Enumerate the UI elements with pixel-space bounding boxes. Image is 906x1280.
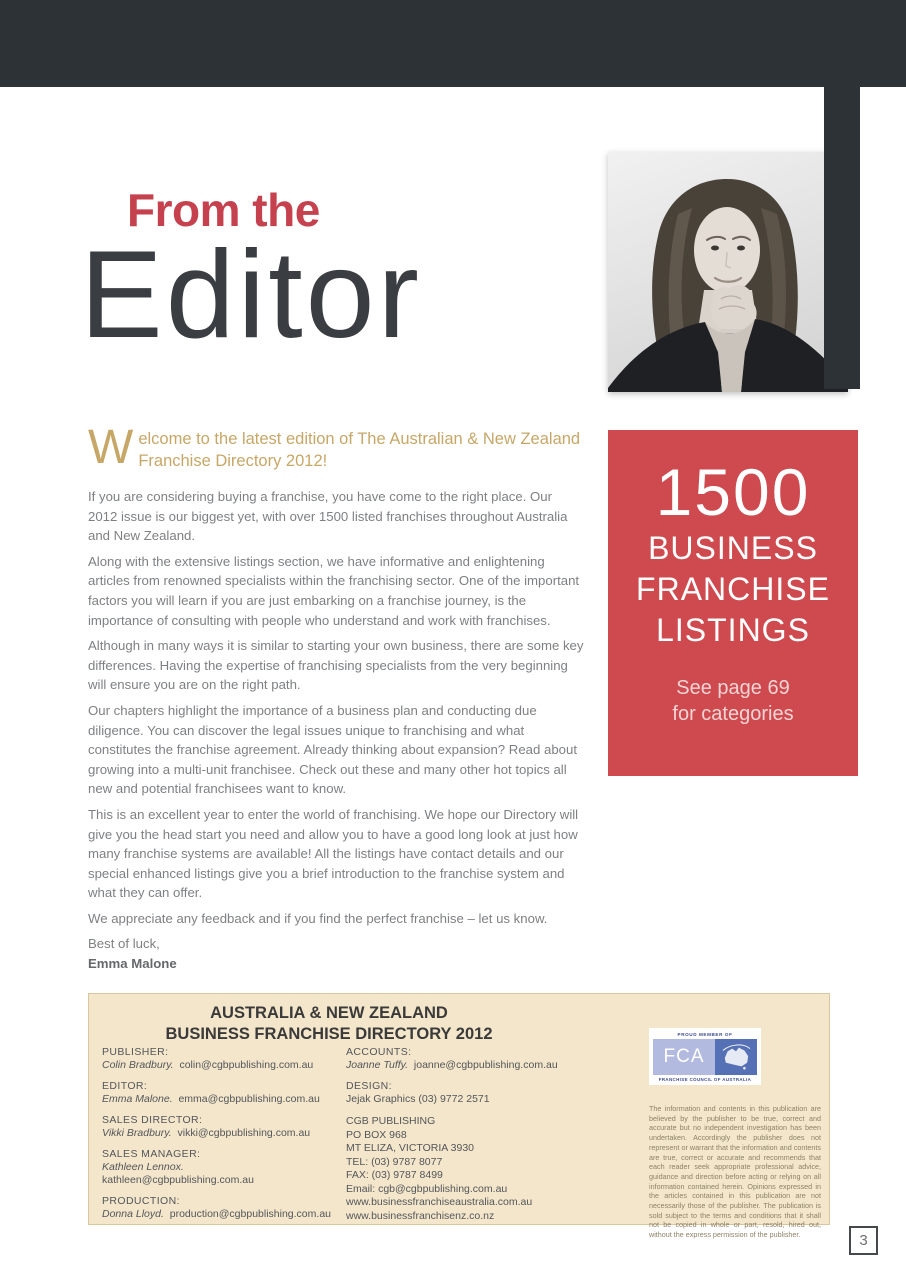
contact-entry-production: [102, 1195, 340, 1221]
contact-email: production@cgbpublishing.com.au: [169, 1208, 331, 1220]
promo-count: 1500: [655, 455, 811, 529]
contact-role: PRODUCTION:: [102, 1195, 180, 1207]
contact-email: Jejak Graphics (03) 9772 2571: [346, 1093, 490, 1105]
contact-name: Colin Bradbury.: [102, 1059, 174, 1071]
editor-letter-column: [88, 421, 585, 974]
contact-role: ACCOUNTS:: [346, 1046, 412, 1058]
contact-entry-sales-manager: [102, 1148, 340, 1187]
promo-word: FRANCHISE: [636, 571, 830, 607]
fca-australia-map-icon: [715, 1039, 757, 1075]
contact-entry-design: [346, 1080, 584, 1106]
contact-role: PUBLISHER:: [102, 1046, 169, 1058]
promo-note-line: See page 69: [676, 677, 790, 699]
body-paragraph: Our chapters highlight the importance of a business plan and conducting due diligence. You can discover the legal issues unique to franchising and what constitutes the franchise agreement. Already thinking about expansion? Read about growing into a multi-unit franchisee. Check out these and many other hot topics all new and potential franchisees want to know.: [88, 702, 577, 797]
page-title-kicker: From the: [127, 184, 320, 236]
contact-email: kathleen@cgbpublishing.com.au: [102, 1174, 254, 1186]
directory-title-line2: BUSINESS FRANCHISE DIRECTORY 2012: [165, 1025, 493, 1043]
company-line: PO BOX 968: [346, 1128, 407, 1141]
signoff-line: Best of luck,: [88, 936, 160, 952]
contact-entry-accounts: [346, 1046, 584, 1072]
contact-name: Kathleen Lennox.: [102, 1161, 184, 1173]
contact-role: DESIGN:: [346, 1080, 392, 1092]
body-paragraph: This is an excellent year to enter the world of franchising. We hope our Directory will give you the head start you need and allow you to have a good long look at just how many franchise systems are available! All the listings have contact details and our special enhanced listings give you a brief introduction to the franchise system and what they can offer.: [88, 806, 579, 901]
dropcap-w: W: [88, 421, 134, 474]
listings-promo-box: [608, 430, 858, 776]
contact-entry-publisher: [102, 1046, 340, 1072]
directory-title-line1: AUSTRALIA & NEW ZEALAND: [210, 1004, 448, 1022]
fca-member-logo: [649, 1028, 761, 1085]
contact-entry-sales-director: [102, 1114, 340, 1140]
page-title: Editor: [80, 226, 422, 364]
company-website: www.businessfranchisenz.co.nz: [346, 1209, 495, 1222]
promo-word: BUSINESS: [648, 530, 818, 566]
contact-email: vikki@cgbpublishing.com.au: [177, 1127, 311, 1139]
contacts-column-1: [102, 1046, 340, 1229]
publisher-address-block: [346, 1115, 584, 1223]
company-line: TEL: (03) 9787 8077: [346, 1155, 443, 1168]
contact-name: Donna Lloyd.: [102, 1208, 164, 1220]
promo-word: LISTINGS: [656, 612, 810, 648]
company-line: FAX: (03) 9787 8499: [346, 1169, 443, 1181]
vertical-dark-stripe: [824, 87, 860, 389]
contact-role: EDITOR:: [102, 1080, 148, 1092]
editor-portrait-photo: [608, 152, 848, 392]
contact-role: SALES DIRECTOR:: [102, 1114, 203, 1126]
body-paragraph: If you are considering buying a franchise, you have come to the right place. Our 2012 issue is our biggest yet, with over 1500 listed franchises throughout Australia and New Zealand.: [88, 489, 568, 544]
fca-logo-bottom-text: FRANCHISE COUNCIL OF AUSTRALIA: [658, 1077, 752, 1082]
page-number-box: [849, 1226, 878, 1255]
promo-note: [672, 675, 793, 727]
portrait-illustration: [608, 152, 848, 392]
contact-email: joanne@cgbpublishing.com.au: [413, 1059, 558, 1071]
company-website: www.businessfranchiseaustralia.com.au: [346, 1196, 533, 1208]
company-line: Email: cgb@cgbpublishing.com.au: [346, 1182, 508, 1195]
contact-name: Emma Malone.: [102, 1093, 173, 1105]
fca-logo-top-text: PROUD MEMBER OF: [677, 1032, 733, 1037]
company-line: MT ELIZA, VICTORIA 3930: [346, 1142, 474, 1154]
legal-disclaimer: The information and contents in this publication are believed by the publisher to be true, correct and accurate but no independent investigation has been undertaken. Accordingly the publisher does not represent or warrant that the information and contents are true, correct or accurate and recommends that each reader seek appropriate professional advice, guidance and direction before acting or relying on all information contained herein. Opinions expressed in the articles contained in this publication are not necessarily those of the publisher. The publication is sold subject to the terms and conditions that it shall not be copied in whole or part, resold, hired out, without the express permission of the publisher.: [649, 1104, 821, 1240]
intro-paragraph: [88, 421, 585, 474]
contact-entry-editor: [102, 1080, 340, 1106]
editor-signature: Emma Malone: [88, 956, 177, 972]
contact-name: Vikki Bradbury.: [102, 1127, 172, 1139]
contact-name: Joanne Tuffy.: [346, 1059, 409, 1071]
contact-role: SALES MANAGER:: [102, 1148, 201, 1160]
directory-info-box: [88, 993, 830, 1240]
body-paragraph: Although in many ways it is similar to starting your own business, there are some key differences. Having the expertise of franchising specialists from the very beginning will ensure you are on the right path.: [88, 638, 584, 693]
directory-title: [109, 1003, 549, 1045]
body-paragraph: Along with the extensive listings section, we have informative and enlightening articles from renowned specialists within the franchising sector. One of the important factors you will learn if you are just embarking on a franchise journey, is the importance of consulting with people who understand and work with franchises.: [88, 553, 580, 628]
intro-text: elcome to the latest edition of The Australian & New Zealand Franchise Directory 2012!: [138, 430, 581, 470]
body-paragraph: We appreciate any feedback and if you find the perfect franchise – let us know.: [88, 910, 548, 926]
contacts-column-2: [346, 1046, 584, 1223]
contact-email: colin@cgbpublishing.com.au: [179, 1059, 314, 1071]
contact-email: emma@cgbpublishing.com.au: [178, 1093, 320, 1105]
top-dark-band: [0, 0, 906, 87]
fca-acronym: FCA: [653, 1039, 715, 1075]
signoff-block: [88, 934, 585, 973]
page-number: 3: [859, 1232, 868, 1249]
company-line: CGB PUBLISHING: [346, 1115, 436, 1127]
promo-note-line: for categories: [672, 703, 794, 725]
